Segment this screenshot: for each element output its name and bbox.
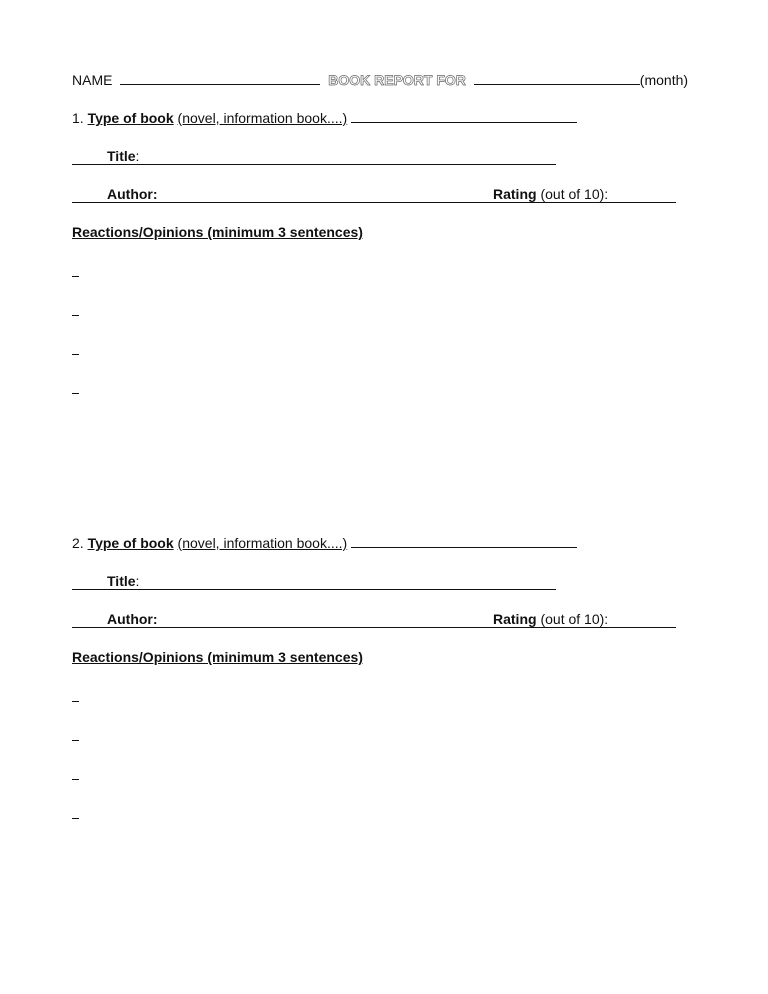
entry-number: 2. [72, 535, 84, 551]
rating-label: Rating [493, 186, 537, 202]
type-of-book-field[interactable] [351, 534, 577, 548]
header-line [72, 71, 688, 89]
reaction-line[interactable] [72, 779, 79, 780]
entry-1-title-row[interactable] [72, 147, 556, 165]
entry-1-author-row[interactable] [72, 185, 676, 203]
report-title: BOOK REPORT FOR [328, 72, 466, 88]
month-field[interactable] [474, 71, 640, 85]
type-of-book-hint: (novel, information book....) [177, 110, 348, 126]
rating-group [493, 610, 608, 628]
title-colon: : [135, 573, 140, 589]
rating-label: Rating [493, 611, 537, 627]
author-label: Author: [107, 611, 158, 627]
reaction-line[interactable] [72, 740, 79, 741]
entry-1-reactions-row [72, 223, 363, 241]
author-label: Author: [107, 186, 158, 202]
type-of-book-hint: (novel, information book....) [177, 535, 348, 551]
reaction-line[interactable] [72, 818, 79, 819]
reaction-line[interactable] [72, 393, 79, 394]
entry-2-title-row[interactable] [72, 572, 556, 590]
month-label: (month) [639, 72, 689, 88]
reaction-line[interactable] [72, 354, 79, 355]
entry-2-author-row[interactable] [72, 610, 676, 628]
name-label: NAME [72, 72, 113, 88]
title-label: Title [107, 148, 136, 164]
rating-hint: (out of 10): [540, 611, 609, 627]
rating-hint: (out of 10): [540, 186, 609, 202]
type-of-book-field[interactable] [351, 109, 577, 123]
entry-2-reactions-row [72, 648, 363, 666]
reactions-label: Reactions/Opinions (minimum 3 sentences) [72, 649, 363, 665]
entry-1-type-row [72, 109, 577, 127]
entry-2-type-row [72, 534, 577, 552]
reactions-label: Reactions/Opinions (minimum 3 sentences) [72, 224, 363, 240]
rating-group [493, 185, 608, 203]
type-of-book-label: Type of book [87, 535, 174, 551]
title-colon: : [135, 148, 140, 164]
type-of-book-label: Type of book [87, 110, 174, 126]
reaction-line[interactable] [72, 701, 79, 702]
entry-number: 1. [72, 110, 84, 126]
title-label: Title [107, 573, 136, 589]
reaction-line[interactable] [72, 276, 79, 277]
reaction-line[interactable] [72, 315, 79, 316]
name-field[interactable] [120, 71, 320, 85]
